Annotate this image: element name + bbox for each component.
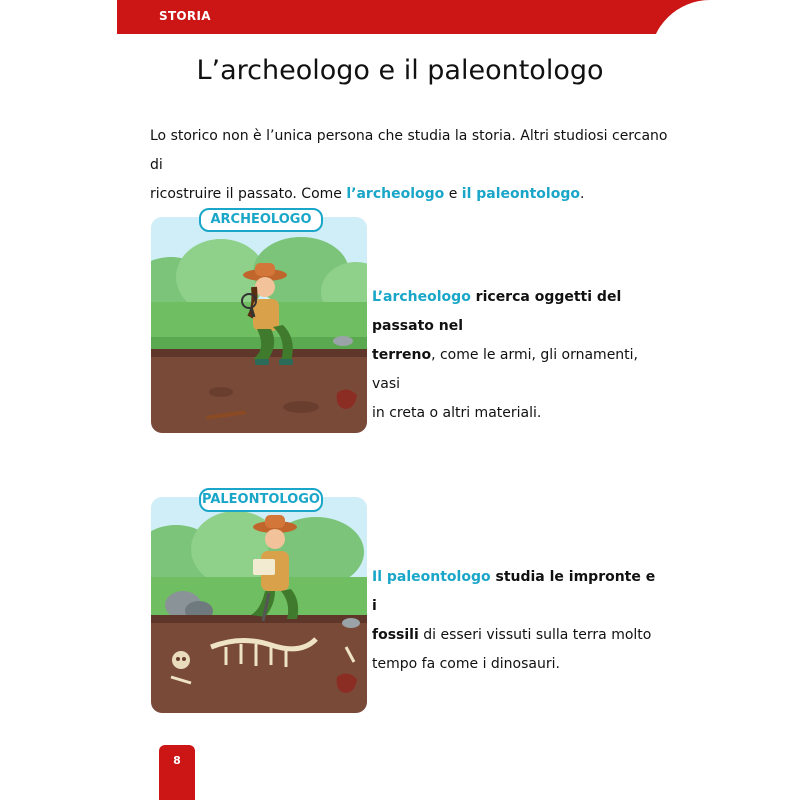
paleontologo-rest-2: tempo fa come i dinosauri. — [372, 656, 560, 672]
intro-paragraph — [150, 122, 670, 209]
archeologo-bold-1: ricerca oggetti del passato nel — [372, 289, 622, 334]
header-band — [117, 0, 800, 34]
intro-connector: e — [444, 186, 462, 202]
intro-end: . — [579, 186, 585, 202]
paleontologo-rest-1: di esseri vissuti sulla terra molto — [418, 627, 652, 643]
intro-line1: Lo storico non è l’unica persona che studia la storia. Altri studiosi cercano di — [150, 128, 668, 173]
section-label: STORIA — [159, 9, 211, 23]
archeologo-rest-2: in creta o altri materiali. — [372, 405, 542, 421]
archeologo-rest-1: , come le armi, gli ornamenti, vasi — [372, 347, 639, 392]
archeologo-badge: ARCHEOLOGO — [199, 208, 323, 232]
archeologo-description — [372, 283, 662, 428]
page-title: L’archeologo e il paleontologo — [196, 55, 604, 86]
intro-line2: ricostruire il passato. Come — [150, 186, 347, 202]
paleontologo-term: Il paleontologo — [372, 569, 491, 585]
header-notch — [650, 0, 800, 34]
paleontologo-bold-2: fossili — [372, 627, 419, 643]
page-number: 8 — [159, 745, 195, 800]
archaeologist-illustration-icon — [151, 217, 367, 433]
paleontologist-illustration-icon — [151, 497, 367, 713]
intro-term-archeologo: l’archeologo — [346, 186, 445, 202]
paleontologo-description — [372, 563, 662, 679]
archeologo-term: L’archeologo — [372, 289, 471, 305]
paleontologo-badge: PALEONTOLOGO — [199, 488, 323, 512]
paleontologo-bold-1: studia le impronte e i — [372, 569, 656, 614]
archeologo-bold-2: terreno — [372, 347, 432, 363]
intro-term-paleontologo: il paleontologo — [461, 186, 580, 202]
